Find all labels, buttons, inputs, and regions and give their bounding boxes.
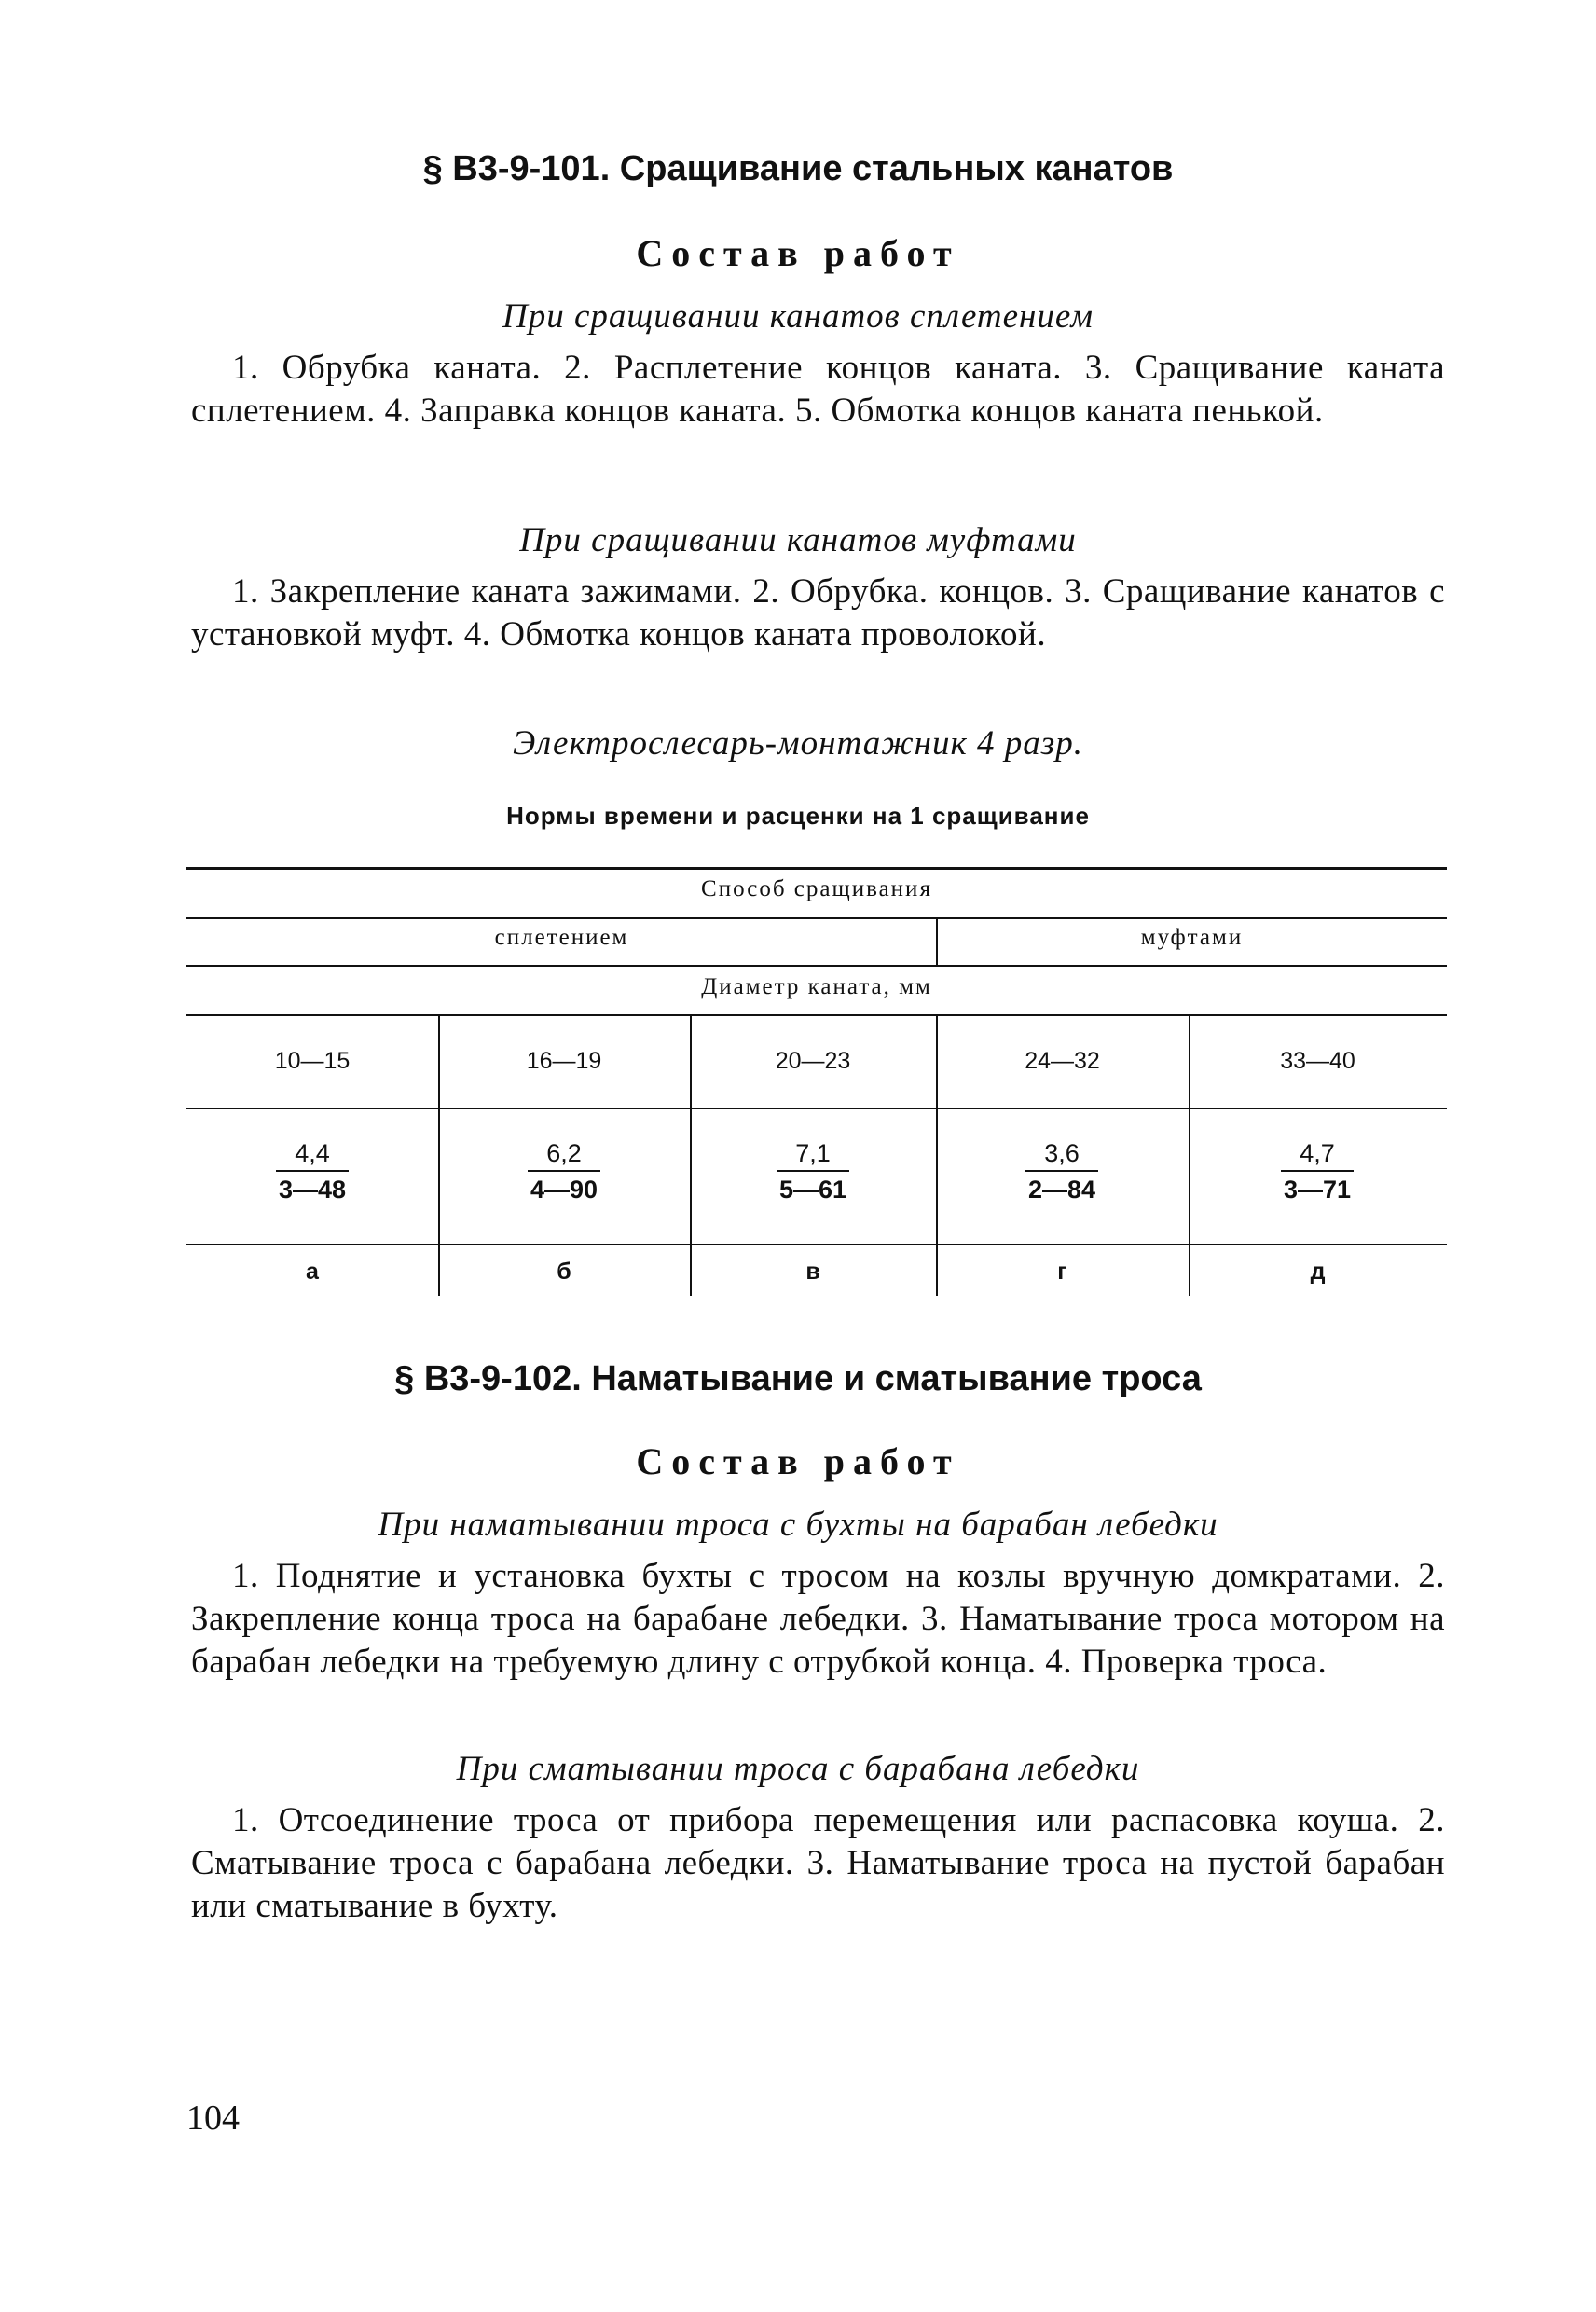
diameter-cell: 10—15	[274, 1048, 351, 1074]
header-method: Способ сращивания	[701, 876, 932, 901]
time-norm: 3,6	[1025, 1139, 1098, 1172]
price: 2—84	[1027, 1176, 1096, 1204]
table-rule	[186, 1014, 1447, 1016]
price: 5—61	[778, 1176, 847, 1204]
table-divider	[936, 919, 938, 965]
column-letter: в	[805, 1259, 820, 1285]
header-diameter: Диаметр каната, мм	[701, 974, 932, 999]
norm-price-cell	[687, 1139, 939, 1204]
diameter-cell: 16—19	[526, 1048, 602, 1074]
header-sleeve: муфтами	[1140, 925, 1244, 950]
table-rule	[186, 965, 1447, 967]
time-norm: 6,2	[528, 1139, 600, 1172]
subheading-winding: При наматывании троса с бухты на барабан лебедки	[378, 1506, 1218, 1544]
subheading-unwinding: При сматывании троса с барабана лебедки	[456, 1750, 1140, 1788]
table-caption: Нормы времени и расценки на 1 сращивание	[506, 802, 1090, 830]
norm-price-cell	[186, 1139, 438, 1204]
diameter-cell: 24—32	[1025, 1048, 1100, 1074]
paragraph-winding: 1. Поднятие и установка бухты с тросом на козлы вручную домкратами. 2. Закрепление конца троса на барабане лебедки. 3. Наматывание троса мотором на барабан лебедки на требуемую длину с отрубкой конца. 4. Проверка троса.	[191, 1557, 1445, 1681]
time-norm: 4,4	[276, 1139, 349, 1172]
paragraph-sleeve: 1. Закрепление каната зажимами. 2. Обрубка. концов. 3. Сращивание канатов с установкой муфт. 4. Обмотка концов каната проволокой.	[191, 572, 1445, 654]
norm-price-cell	[936, 1139, 1188, 1204]
column-letter: д	[1310, 1259, 1326, 1285]
price: 4—90	[530, 1176, 598, 1204]
section-title-102: § В3-9-102. Наматывание и сматывание троса	[394, 1359, 1202, 1398]
table-rule	[186, 917, 1447, 919]
column-letter: б	[557, 1259, 571, 1285]
diameter-cell: 33—40	[1280, 1048, 1355, 1074]
table-rule	[186, 1244, 1447, 1245]
time-norm: 7,1	[777, 1139, 849, 1172]
column-letter: а	[306, 1259, 319, 1285]
page-number: 104	[186, 2099, 240, 2138]
section-title-101: § В3-9-101. Сращивание стальных канатов	[422, 149, 1174, 188]
column-letter: г	[1057, 1259, 1067, 1285]
composition-heading-102: Состав работ	[636, 1440, 960, 1482]
price: 3—71	[1283, 1176, 1352, 1204]
price: 3—48	[278, 1176, 347, 1204]
time-norm: 4,7	[1281, 1139, 1354, 1172]
table-rule	[186, 1108, 1447, 1109]
diameter-cell: 20—23	[775, 1048, 851, 1074]
norm-price-cell	[438, 1139, 690, 1204]
table-rule	[186, 867, 1447, 870]
header-weave: сплетением	[494, 925, 629, 950]
paragraph-unwinding: 1. Отсоединение троса от прибора перемещения или распасовка коуша. 2. Сматывание троса с барабана лебедки. 3. Наматывание троса на пустой барабан или сматывание в бухту.	[191, 1801, 1445, 1925]
composition-heading-101: Состав работ	[636, 232, 960, 274]
norm-price-cell	[1191, 1139, 1443, 1204]
subheading-weave: При сращивании канатов сплетением	[502, 297, 1094, 336]
subheading-sleeve: При сращивании канатов муфтами	[519, 521, 1077, 559]
paragraph-weave: 1. Обрубка каната. 2. Расплетение концов каната. 3. Сращивание каната сплетением. 4. Заправка концов каната. 5. Обмотка концов каната пенькой.	[191, 349, 1445, 430]
worker-grade: Электрослесарь-монтажник 4 разр.	[513, 724, 1083, 763]
